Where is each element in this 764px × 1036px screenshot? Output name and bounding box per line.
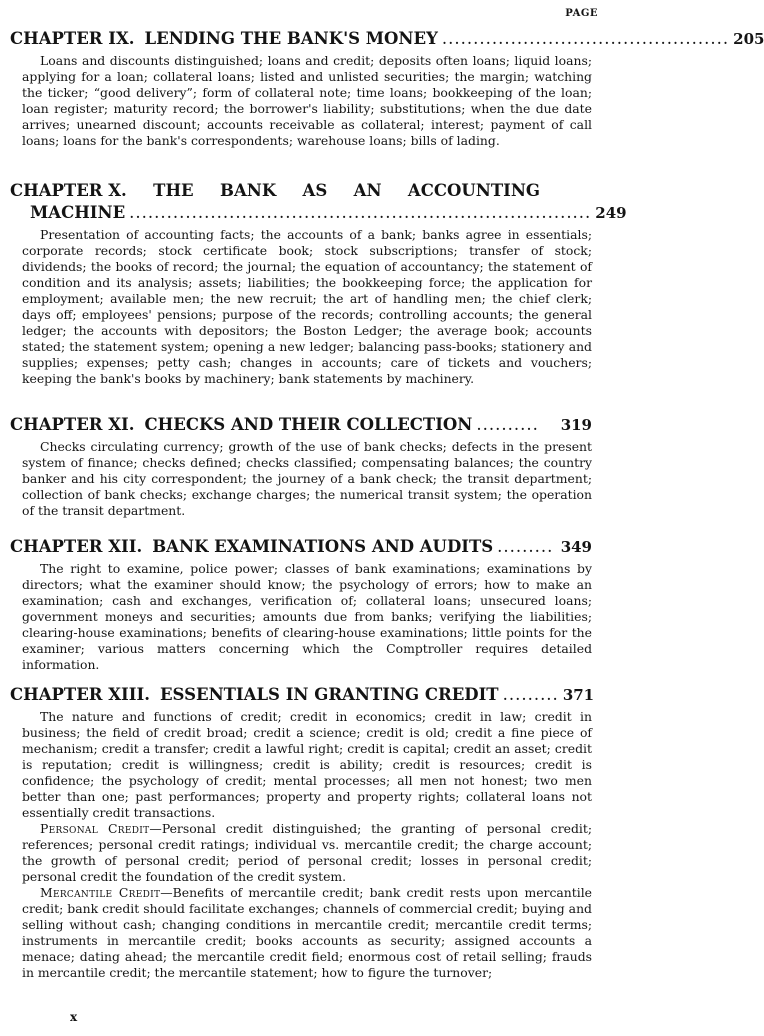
chapter-title: ESSENTIALS IN GRANTING CREDIT — [159, 685, 499, 704]
chapter-heading — [10, 536, 592, 558]
leader-dots: .............................................. — [441, 29, 730, 48]
chapter-summary: The right to examine, police power; classes of bank examinations; examinations by directors; what the examiner should know; the psychology of errors; how to make an examination; cash and exchanges, verification of; collateral loans; unsecured loans; government moneys and securities; amounts due from banks; verifying the liabilities; clearing-house examinations; benefits of clearing-house examinations; little points for the examiner; various matters concerning which the Comptroller requires detailed information. — [22, 561, 592, 672]
chapter-page-number: 205 — [733, 30, 764, 48]
leader-dots: ......... — [497, 537, 554, 556]
chapter-title-word: BANK — [220, 181, 277, 200]
page-column-label: PAGE — [565, 8, 598, 19]
chapter-heading — [10, 28, 764, 50]
subsection-label: Mercantile Credit — [40, 885, 161, 900]
chapter-summary: Checks circulating currency; growth of the use of bank checks; defects in the present system of finance; checks defined; checks classified; compensating balances; the country banker and his city correspondent; the journey of a bank check; the transit department; collection of bank checks; exchange charges; the numerical transit system; the operation of the transit department. — [22, 439, 592, 518]
chapter-page-number: 249 — [595, 204, 627, 222]
chapter-title-word: AN — [353, 181, 382, 200]
subsection-text: —Personal credit distinguished; the granting of personal credit; references; personal credit ratings; individual vs. mercantile credit; the charge account; the growth of personal credit; period of personal credit; losses in personal credit; personal credit the foundation of the credit system. — [22, 821, 592, 884]
chapter-number: CHAPTER XIII. — [10, 685, 150, 704]
chapter-heading-line-1 — [10, 180, 592, 202]
chapter-heading — [10, 180, 627, 224]
mercantile-credit-paragraph — [22, 885, 592, 981]
chapter-number: CHAPTER IX. — [10, 29, 135, 48]
page-folio: x — [70, 1010, 78, 1024]
credit-overview-paragraph: The nature and functions of credit; credit in economics; credit in law; credit in business; the field of credit broad; credit a science; credit is old; credit a fine piece of mechanism; credit a transfer; credit a lawful right; credit is capital; credit an asset; credit is reputation; credit is willingness; credit is ability; credit is resources; credit is confidence; the psychology of credit; mental processes; all men not honest; two men better than one; past performances; property and property rights; collateral loans not essentially credit transactions. — [22, 709, 592, 820]
chapter-12 — [10, 536, 592, 673]
chapter-title-word: ACCOUNTING — [407, 181, 540, 200]
chapter-11 — [10, 414, 592, 519]
chapter-heading — [10, 414, 592, 436]
leader-dots: .......................................................................... — [129, 203, 592, 222]
chapter-number: CHAPTER XII. — [10, 537, 143, 556]
chapter-number: CHAPTER XI. — [10, 415, 135, 434]
subsection-text: —Benefits of mercantile credit; bank credit rests upon mercantile credit; bank credit should facilitate exchanges; channels of commercial credit; buying and selling without cash; changing conditions in mercantile credit; mercantile credit terms; instruments in mercantile credit; books accounts as security; assigned accounts a menace; dating ahead; the mercantile credit field; enormous cost of retail selling; frauds in mercantile credit; the mercantile statement; how to figure the turnover; — [22, 885, 592, 980]
chapter-page-number: 349 — [560, 538, 592, 556]
chapter-summary: Presentation of accounting facts; the accounts of a bank; banks agree in essentials; corporate records; stock certificate book; stock subscriptions; transfer of stock; dividends; the books of record; the journal; the equation of accountancy; the statement of condition and its analysis; assets; liabilities; the bookkeeping force; the application for employment; available men; the new recruit; the art of handling men; the chief clerk; days off; employees' pensions; purpose of the records; controlling accounts; the general ledger; the accounts with depositors; the Boston Ledger; the average book; accounts stated; the statement system; opening a new ledger; balancing pass-books; stationery and supplies; expenses; petty cash; changes in accounts; care of tickets and vouchers; keeping the bank's books by machinery; bank statements by machinery. — [22, 227, 592, 386]
chapter-13 — [10, 684, 595, 981]
subsection-label: Personal Credit — [40, 821, 150, 836]
chapter-title: LENDING THE BANK'S MONEY — [144, 29, 438, 48]
leader-dots: ......... — [502, 685, 559, 704]
personal-credit-paragraph — [22, 821, 592, 885]
chapter-summary — [22, 709, 592, 981]
chapter-heading — [10, 684, 595, 706]
chapter-title: BANK EXAMINATIONS AND AUDITS — [152, 537, 494, 556]
chapter-title-word: AS — [302, 181, 328, 200]
chapter-number: CHAPTER X. — [10, 181, 127, 200]
chapter-heading-line-2 — [10, 202, 627, 224]
leader-dots: .......... — [476, 415, 539, 434]
chapter-title-word: THE — [153, 181, 194, 200]
chapter-title: MACHINE — [30, 203, 126, 222]
chapter-10 — [10, 180, 627, 387]
chapter-title: CHECKS AND THEIR COLLECTION — [144, 415, 473, 434]
chapter-page-number: 371 — [562, 686, 595, 704]
chapter-summary: Loans and discounts distinguished; loans and credit; deposits often loans; liquid loans; applying for a loan; collateral loans; listed and unlisted securities; the margin; watching the ticker; “good delivery”; form of collateral note; time loans; bookkeeping of the loan; loan register; maturity record; the borrower's liability; substitutions; when the due date arrives; unearned discount; accounts receivable as collateral; interest; payment of call loans; loans for the bank's correspondents; warehouse loans; bills of lading. — [22, 53, 592, 148]
chapter-page-number: 319 — [560, 416, 592, 434]
chapter-9 — [10, 28, 764, 149]
